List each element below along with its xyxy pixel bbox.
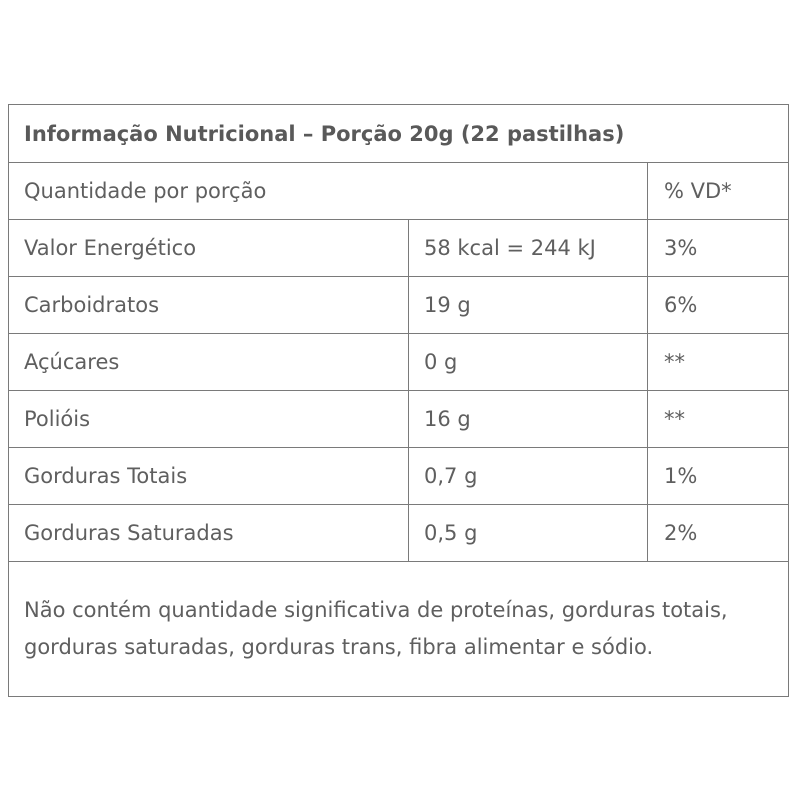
table-footer-row <box>9 562 789 697</box>
nutrient-daily-value: 3% <box>648 220 789 277</box>
table-title: Informação Nutricional – Porção 20g (22 pastilhas) <box>9 105 789 163</box>
nutrient-name: Valor Energético <box>9 220 409 277</box>
nutrient-daily-value: 1% <box>648 448 789 505</box>
table-row <box>9 505 789 562</box>
table-row <box>9 448 789 505</box>
table-title-row <box>9 105 789 163</box>
nutrient-daily-value: ** <box>648 334 789 391</box>
table-header-row <box>9 163 789 220</box>
nutrient-amount: 19 g <box>409 277 648 334</box>
nutrient-name: Polióis <box>9 391 409 448</box>
nutrient-daily-value: 6% <box>648 277 789 334</box>
nutrient-amount: 0,5 g <box>409 505 648 562</box>
nutrient-name: Gorduras Saturadas <box>9 505 409 562</box>
table-row <box>9 391 789 448</box>
nutrition-facts-table <box>8 104 789 697</box>
nutrient-amount: 58 kcal = 244 kJ <box>409 220 648 277</box>
daily-value-header: % VD* <box>648 163 789 220</box>
nutrient-amount: 0,7 g <box>409 448 648 505</box>
nutrient-name: Açúcares <box>9 334 409 391</box>
nutrient-name: Gorduras Totais <box>9 448 409 505</box>
nutrient-amount: 0 g <box>409 334 648 391</box>
quantity-per-serving-label: Quantidade por porção <box>9 163 648 220</box>
nutrient-daily-value: ** <box>648 391 789 448</box>
footer-note: Não contém quantidade significativa de proteínas, gorduras totais, gorduras saturadas, gorduras trans, fibra alimentar e sódio. <box>9 562 789 697</box>
nutrient-name: Carboidratos <box>9 277 409 334</box>
table-row <box>9 277 789 334</box>
nutrient-amount: 16 g <box>409 391 648 448</box>
table-row <box>9 220 789 277</box>
table-row <box>9 334 789 391</box>
nutrient-daily-value: 2% <box>648 505 789 562</box>
